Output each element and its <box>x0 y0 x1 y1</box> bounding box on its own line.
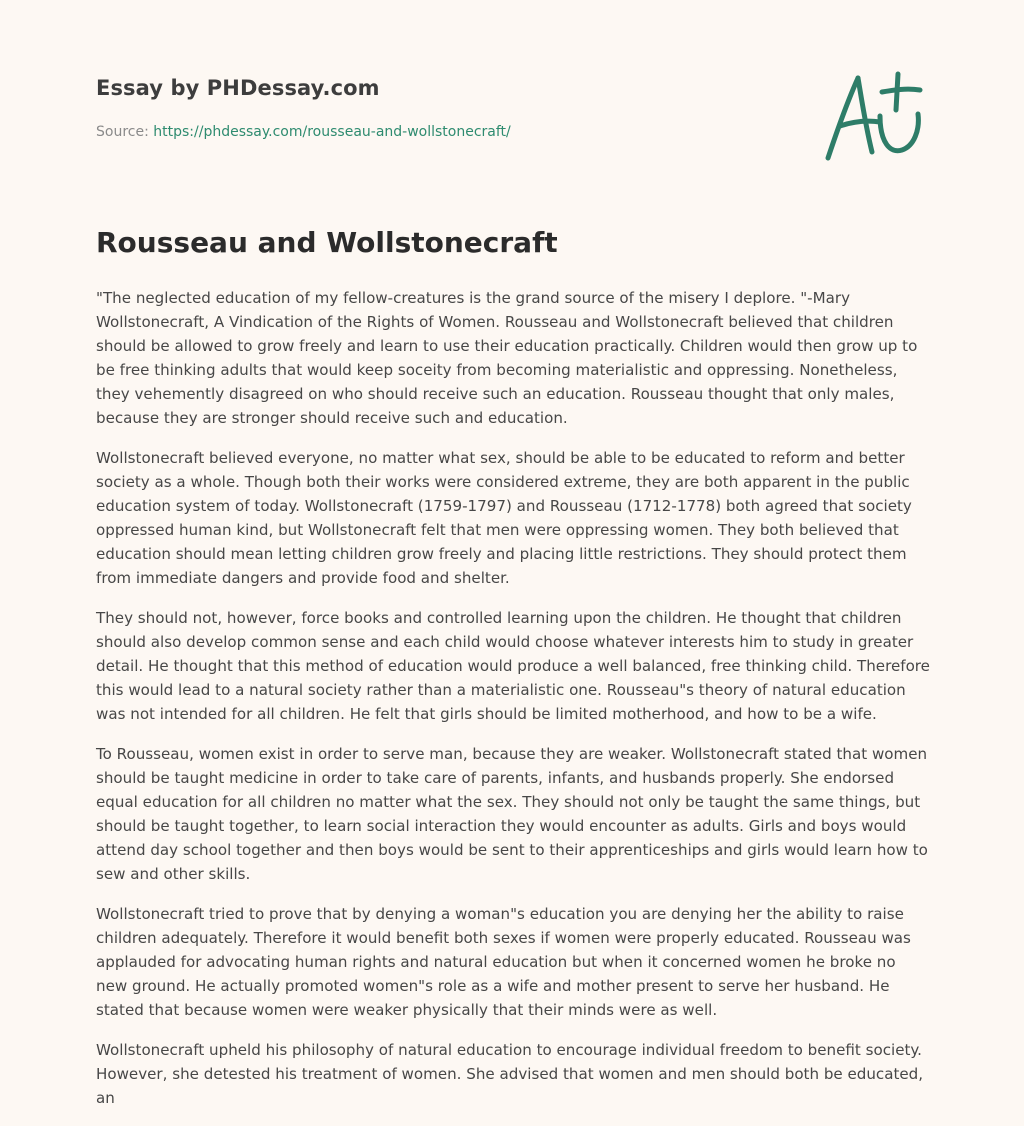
source-line <box>96 124 511 140</box>
site-brand: Essay by PHDessay.com <box>96 76 380 100</box>
source-link[interactable]: https://phdessay.com/rousseau-and-wollstonecraft/ <box>153 124 511 140</box>
essay-paragraph: "The neglected education of my fellow-creatures is the grand source of the misery I deplore. "-Mary Wollstonecraft, A Vindication of the Rights of Women. Rousseau and Wollstonecraft believed that children should be allowed to grow freely and learn to use their education practically. Children would then grow up to be free thinking adults that would keep soceity from becoming materialistic and oppressing. Nonetheless, they vehemently disagreed on who should receive such an education. Rousseau thought that only males, because they are stronger should receive such and education. <box>96 289 918 427</box>
essay-paragraph: To Rousseau, women exist in order to serve man, because they are weaker. Wollstonecraft stated that women should be taught medicine in order to take care of parents, infants, and husbands properly. She endorsed equal education for all children no matter what the sex. They should not only be taught the same things, but should be taught together, to learn social interaction they would encounter as adults. Girls and boys would attend day school together and then boys would be sent to their apprenticeships and girls would learn how to sew and other skills. <box>96 745 928 883</box>
essay-paragraph: Wollstonecraft tried to prove that by denying a woman"s education you are denying her the ability to raise children adequately. Therefore it would benefit both sexes if women were properly educated. Rousseau was applauded for advocating human rights and natural education but when it concerned women he broke no new ground. He actually promoted women"s role as a wife and mother present to serve her husband. He stated that because women were weaker physically that their minds were as well. <box>96 905 911 1019</box>
essay-body <box>96 286 930 1126</box>
essay-paragraph: Wollstonecraft believed everyone, no matter what sex, should be able to be educated to reform and better society as a whole. Though both their works were considered extreme, they are both apparent in the public education system of today. Wollstonecraft (1759-1797) and Rousseau (1712-1778) both agreed that society oppressed human kind, but Wollstonecraft felt that men were oppressing women. They both believed that education should mean letting children grow freely and placing little restrictions. They should protect them from immediate dangers and provide food and shelter. <box>96 449 912 587</box>
essay-title: Rousseau and Wollstonecraft <box>96 226 558 259</box>
essay-paragraph: They should not, however, force books and controlled learning upon the children. He thought that children should also develop common sense and each child would choose whatever interests him to study in greater detail. He thought that this method of education would produce a well balanced, free thinking child. Therefore this would lead to a natural society rather than a materialistic one. Rousseau"s theory of natural education was not intended for all children. He felt that girls should be limited motherhood, and how to be a wife. <box>96 609 930 723</box>
essay-paragraph: Wollstonecraft upheld his philosophy of natural education to encourage individual freedom to benefit society. However, she detested his treatment of women. She advised that women and men should both be educated, an <box>96 1041 924 1107</box>
source-label: Source: <box>96 124 149 140</box>
a-plus-logo-icon <box>818 66 930 166</box>
